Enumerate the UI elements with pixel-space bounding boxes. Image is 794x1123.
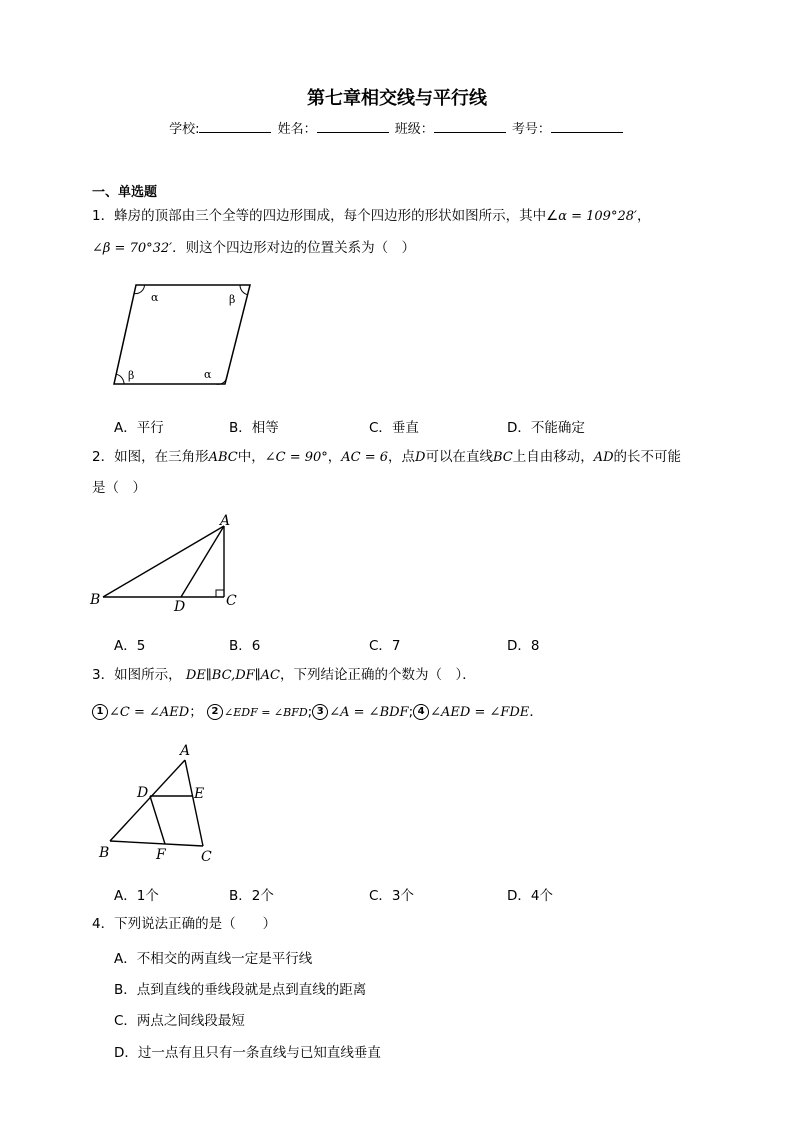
- q2-stem-line2: 是（ ）: [92, 480, 146, 496]
- statement-end: ．: [529, 704, 543, 720]
- separator-2: ;: [307, 704, 313, 720]
- q4-option-c[interactable]: C．两点之间线段最短: [114, 1013, 245, 1029]
- q2-text-5: 可以在直线: [425, 449, 493, 465]
- q1-option-c[interactable]: C．垂直: [369, 420, 419, 436]
- q3-stem-line1: [92, 664, 476, 687]
- label-e: E: [194, 786, 205, 802]
- statement-3: ∠A = ∠BDF: [329, 705, 409, 720]
- q3-text-1: 3．如图所示，: [92, 667, 182, 683]
- page-title: 第七章相交线与平行线: [307, 88, 487, 109]
- q4-stem: 4．下列说法正确的是（ ）: [92, 916, 277, 932]
- segment-ac: [185, 760, 203, 846]
- q1-beta-expr: ∠β = 70°32′: [92, 241, 173, 256]
- q3-statements: [92, 701, 543, 724]
- q1-parallelogram-figure: [100, 278, 270, 393]
- q2-option-c[interactable]: C．7: [369, 638, 401, 654]
- segment-df: [150, 796, 165, 844]
- label-c: C: [226, 593, 237, 609]
- q2-text-2: 中，: [237, 449, 265, 465]
- exam-number-blank: [551, 120, 623, 133]
- name-blank: [317, 120, 389, 133]
- label-a: A: [220, 513, 231, 529]
- school-label: 学校:: [169, 122, 200, 137]
- q2-triangle-figure: [85, 508, 255, 616]
- q4-option-d[interactable]: D．过一点有且只有一条直线与已知直线垂直: [114, 1045, 381, 1061]
- label-a: A: [180, 743, 191, 759]
- label-d: D: [174, 599, 186, 615]
- separator-1: ；: [189, 704, 203, 720]
- q1-option-a[interactable]: A．平行: [114, 420, 164, 436]
- q2-ad: AD: [593, 450, 614, 465]
- q1-text-2: ．则这个四边形对边的位置关系为（ ）: [172, 240, 416, 256]
- segment-ad: [181, 526, 224, 597]
- q1-stem-line1: [92, 205, 650, 228]
- q1-alpha-expr: α = 109°28′: [558, 209, 637, 224]
- q1-stem-line2: [92, 237, 415, 260]
- statement-2: ∠EDF = ∠BFD: [224, 706, 308, 719]
- q2-option-d[interactable]: D．8: [507, 638, 540, 654]
- q2-stem-line1: [92, 446, 681, 469]
- q2-option-a[interactable]: A．5: [114, 638, 146, 654]
- q3-condition: DE∥BC,DF∥AC: [185, 668, 281, 683]
- q2-text-4: ，点: [388, 449, 416, 465]
- q3-option-c[interactable]: C．3个: [369, 888, 415, 904]
- exam-number-label: 考号：: [511, 122, 551, 137]
- segment-bc: [110, 841, 203, 846]
- q2-ac: AC = 6: [341, 450, 389, 465]
- q2-option-b[interactable]: B．6: [229, 638, 261, 654]
- label-d: D: [137, 785, 149, 801]
- label-f: F: [156, 847, 166, 863]
- q1-text: 1．蜂房的顶部由三个全等的四边形围成，每个四边形的形状如图所示，其中∠: [92, 208, 559, 224]
- class-label: 班级：: [394, 122, 434, 137]
- label-alpha-top: α: [151, 291, 159, 304]
- label-beta-top: β: [229, 293, 236, 306]
- label-b: B: [99, 845, 110, 861]
- label-alpha-bottom: α: [204, 368, 212, 381]
- q1-option-d[interactable]: D．不能确定: [507, 420, 585, 436]
- q2-text-7: 的长不可能: [613, 449, 682, 465]
- q4-option-a[interactable]: A．不相交的两直线一定是平行线: [114, 951, 313, 967]
- q2-text-6: 上自由移动，: [512, 449, 594, 465]
- segment-ab: [103, 526, 224, 597]
- beta-arc-bottom: [117, 374, 124, 384]
- statement-4-marker: 4: [413, 704, 429, 720]
- statement-1-marker: 1: [92, 704, 108, 720]
- student-info-line: [0, 118, 794, 137]
- statement-2-marker: 2: [207, 704, 223, 720]
- q2-bc: BC: [492, 450, 513, 465]
- q1-comma: ，: [636, 208, 651, 224]
- label-beta-bottom: β: [128, 369, 135, 382]
- label-c: C: [201, 849, 212, 865]
- separator-3: ;: [408, 704, 414, 720]
- q3-triangle-figure: [90, 738, 230, 866]
- beta-arc-top: [240, 285, 248, 295]
- statement-3-marker: 3: [312, 704, 328, 720]
- q2-abc: ABC: [208, 450, 238, 465]
- q2-angle-c: ∠C = 90°: [264, 450, 328, 465]
- q4-option-b[interactable]: B．点到直线的垂线段就是点到直线的距离: [114, 982, 367, 998]
- statement-4: ∠AED = ∠FDE: [430, 705, 530, 720]
- q2-text-1: 2．如图，在三角形: [92, 449, 209, 465]
- q3-option-a[interactable]: A．1个: [114, 888, 159, 904]
- q3-text-2: ，下列结论正确的个数为（ ）．: [280, 667, 476, 683]
- name-label: 姓名：: [277, 122, 317, 137]
- statement-1: ∠C = ∠AED: [109, 705, 190, 720]
- school-blank: [199, 120, 271, 133]
- q1-option-b[interactable]: B．相等: [229, 420, 279, 436]
- q2-text-3: ，: [327, 449, 342, 465]
- class-blank: [434, 120, 506, 133]
- q3-option-b[interactable]: B．2个: [229, 888, 274, 904]
- q3-option-d[interactable]: D．4个: [507, 888, 553, 904]
- right-angle-mark: [216, 590, 224, 597]
- label-b: B: [90, 592, 101, 608]
- section-heading: 一、单选题: [92, 185, 158, 200]
- q2-point-d: D: [415, 450, 426, 465]
